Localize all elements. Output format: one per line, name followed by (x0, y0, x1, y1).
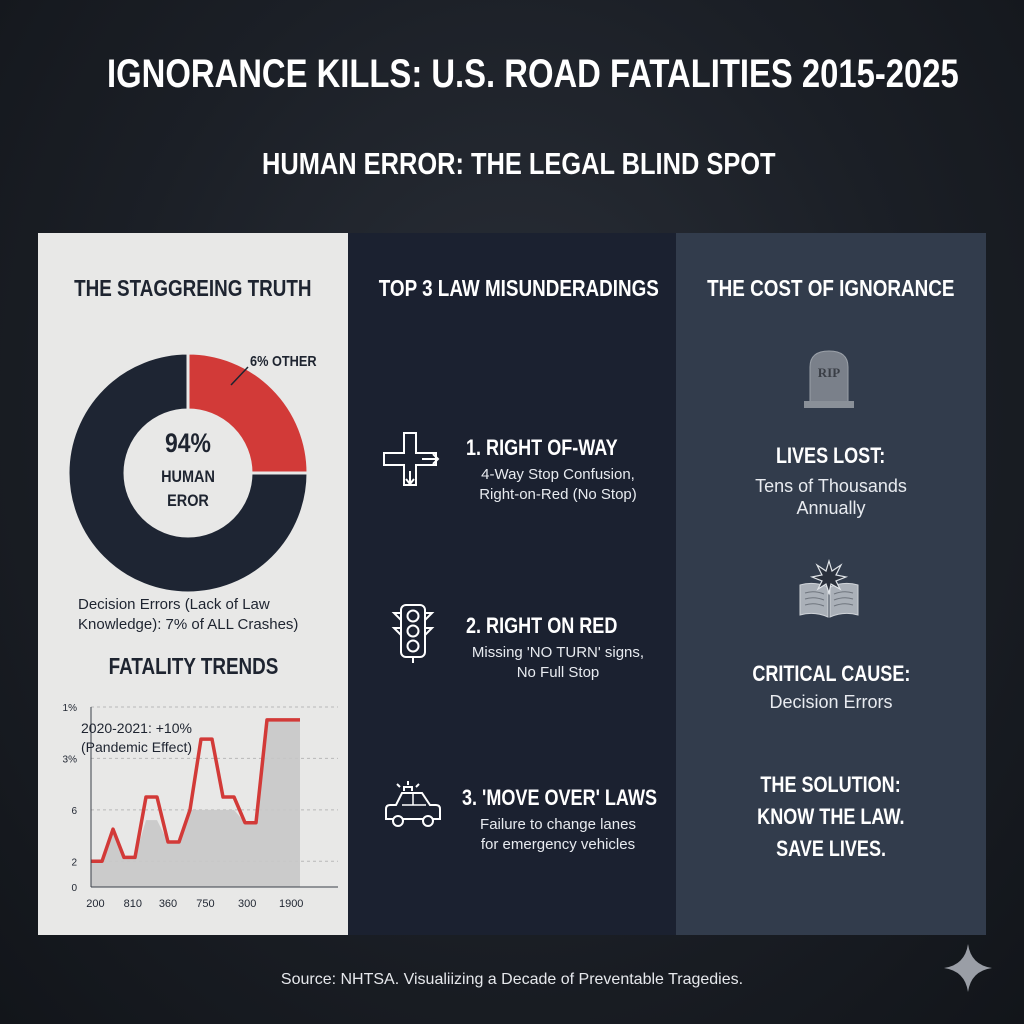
tombstone-icon (796, 345, 862, 411)
critical-cause-title-text: CRITICAL CAUSE: (751, 661, 911, 686)
pandemic-annotation-line2: (Pandemic Effect) (81, 739, 193, 755)
trend-y-tick-label: 3% (62, 754, 77, 766)
sparkle-icon (942, 942, 994, 994)
donut-chart (38, 233, 348, 593)
trend-y-tick-label: 6 (71, 805, 77, 817)
main-title: IGNORANCE KILLS: U.S. ROAD FATALITIES 2015-2025 (107, 52, 959, 96)
donut-center-percent: 94% (165, 428, 211, 458)
intersection-icon (382, 429, 444, 491)
fatality-trends-heading-text: FATALITY TRENDS (108, 653, 278, 679)
trend-x-tick-label: 1900 (278, 898, 304, 910)
trend-x-tick-label: 200 (86, 898, 105, 910)
law-item-1-title: 1. RIGHT OF-WAY (466, 435, 618, 460)
law-item-3-desc-line2: for emergency vehicles (480, 836, 636, 853)
lives-lost-title-text: LIVES LOST: (776, 443, 886, 468)
right-panel-heading (676, 275, 986, 302)
trend-x-tick-label: 300 (238, 898, 257, 910)
donut-center-label (154, 465, 222, 513)
trend-x-tick-label: 810 (123, 898, 142, 910)
solution-line1 (676, 769, 986, 801)
decision-errors-text: Decision Errors (Lack of Law Knowledge): 7% of ALL Crashes) (78, 596, 299, 633)
trend-y-tick-label: 0 (71, 883, 77, 894)
right-panel-heading-text: THE COST OF IGNORANCE (707, 275, 955, 301)
donut-center-label-line1: HUMAN (161, 467, 215, 486)
law-item-2-desc-line2: No Full Stop (516, 664, 600, 681)
law-item-3-desc (458, 815, 658, 855)
trend-x-tick-label: 750 (196, 898, 215, 910)
law-item-1-desc-line1: 4-Way Stop Confusion, (481, 466, 635, 483)
donut-center-label-line2: EROR (167, 491, 209, 510)
middle-panel-heading (348, 275, 676, 302)
middle-panel (348, 233, 676, 935)
left-panel-heading-text: THE STAGGREING TRUTH (74, 275, 312, 301)
lives-lost-text (676, 475, 986, 519)
middle-panel-heading-text: TOP 3 LAW MISUNDERADINGS (378, 275, 659, 301)
solution-line1-text: THE SOLUTION: (760, 772, 902, 797)
other-slice-label: 6% OTHER (250, 353, 317, 370)
source-footer: Source: NHTSA. Visualiizing a Decade of Preventable Tragedies. (280, 971, 744, 988)
law-item-3-title: 3. 'MOVE OVER' LAWS (462, 785, 658, 810)
law-item-1-desc (458, 465, 658, 505)
fatality-trends-heading (38, 653, 348, 680)
lives-lost-title (676, 443, 986, 469)
solution-line3-text: SAVE LIVES. (776, 836, 886, 861)
trend-y-tick-label: 2 (71, 857, 77, 869)
law-item-3-desc-line1: Failure to change lanes (480, 816, 636, 833)
broken-book-icon (796, 555, 862, 621)
law-item-2-title: 2. RIGHT ON RED (466, 613, 618, 638)
subtitle: HUMAN ERROR: THE LEGAL BLIND SPOT (262, 146, 776, 181)
tombstone-text: RIP (817, 365, 841, 380)
trend-x-tick-label: 360 (158, 898, 178, 910)
critical-cause-title (676, 661, 986, 687)
pandemic-annotation-line1: 2020-2021: +10% (81, 720, 192, 736)
traffic-light-icon (382, 603, 444, 665)
solution-line3 (676, 833, 986, 865)
trend-y-tick-label: 1% (62, 703, 77, 714)
pandemic-annotation (81, 719, 192, 757)
right-panel (676, 233, 986, 935)
critical-cause-text: Decision Errors (769, 692, 893, 712)
lives-lost-text-line2: Annually (796, 498, 866, 518)
police-car-icon (382, 779, 444, 841)
solution-line2-text: KNOW THE LAW. (757, 804, 905, 829)
law-item-2-desc (458, 643, 658, 683)
law-item-2-desc-line1: Missing 'NO TURN' signs, (471, 644, 645, 661)
lives-lost-text-line1: Tens of Thousands (755, 476, 907, 496)
solution-line2 (676, 801, 986, 833)
law-item-1-desc-line2: Right-on-Red (No Stop) (479, 486, 637, 503)
left-panel (38, 233, 348, 935)
solution-block (676, 769, 986, 865)
